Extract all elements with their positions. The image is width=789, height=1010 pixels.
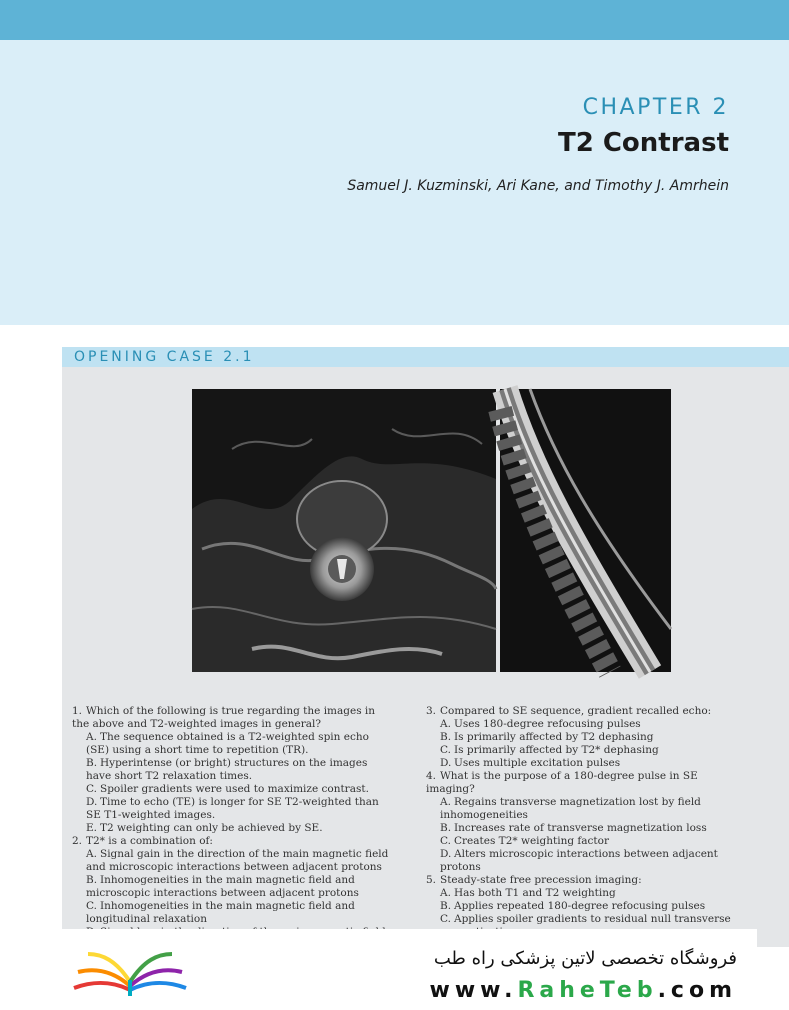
question-1-option-c: C. Spoiler gradients were used to maximize contrast.: [86, 783, 369, 795]
questions-section: [72, 705, 748, 929]
store-url[interactable]: www.RaheTeb.com: [429, 978, 737, 1003]
questions-left-column: [72, 705, 394, 929]
question-3-option-d: D. Uses multiple excitation pulses: [440, 757, 621, 769]
question-2-option-b: B. Inhomogeneities in the main magnetic field and microscopic interactions between adjacent protons: [86, 874, 359, 899]
question-5-option-b: B. Applies repeated 180-degree refocusing pulses: [440, 900, 706, 912]
question-1-option-e: E. T2 weighting can only be achieved by SE.: [86, 822, 323, 834]
chapter-label: CHAPTER 2: [582, 95, 729, 120]
question-3: 3. Compared to SE sequence, gradient recalled echo:: [426, 705, 712, 717]
question-5: 5. Steady-state free precession imaging:: [426, 874, 642, 886]
question-3-option-b: B. Is primarily affected by T2 dephasing: [440, 731, 654, 743]
question-3-option-c: C. Is primarily affected by T2* dephasing: [440, 744, 659, 756]
chapter-title: T2 Contrast: [557, 128, 729, 158]
question-4-option-b: B. Increases rate of transverse magnetization loss: [440, 822, 707, 834]
question-1: 1. Which of the following is true regarding the images in the above and T2-weighted images in general?: [72, 705, 376, 730]
question-2: 2. T2* is a combination of:: [72, 835, 213, 847]
questions-right-column: [426, 705, 748, 929]
question-3-option-a: A. Uses 180-degree refocusing pulses: [440, 718, 641, 730]
question-4: 4. What is the purpose of a 180-degree pulse in SE imaging?: [426, 770, 698, 795]
question-5-option-c: C. Applies spoiler gradients to residual null transverse: [440, 913, 731, 925]
question-1-option-b: B. Hyperintense (or bright) structures on the images have short T2 relaxation times.: [86, 757, 368, 782]
question-2-option-c: C. Inhomogeneities in the main magnetic field and longitudinal relaxation: [86, 900, 355, 925]
question-4-option-c: C. Creates T2* weighting factor: [440, 835, 609, 847]
axial-mri-image: [192, 389, 496, 672]
question-4-option-a: A. Regains transverse magnetization lost by field inhomogeneities: [440, 796, 701, 821]
question-1-option-d: D. Time to echo (TE) is longer for SE T2-weighted than SE T1-weighted images.: [86, 796, 379, 821]
question-1-option-a: A. The sequence obtained is a T2-weighted spin echo (SE) using a short time to repetition (TR).: [86, 731, 369, 756]
question-5-option-a: A. Has both T1 and T2 weighting: [440, 887, 616, 899]
store-name-persian: فروشگاه تخصصی لاتین پزشکی راه طب: [433, 948, 737, 969]
open-book-logo-icon: [70, 940, 190, 1000]
question-2-option-a: A. Signal gain in the direction of the main magnetic field and microscopic interactions between adjacent protons: [86, 848, 389, 873]
authors: Samuel J. Kuzminski, Ari Kane, and Timothy J. Amrhein: [347, 178, 729, 194]
opening-case-label: OPENING CASE 2.1: [62, 347, 789, 367]
sagittal-mri-image: [500, 389, 671, 672]
question-4-option-d: D. Alters microscopic interactions between adjacent protons: [440, 848, 718, 873]
top-bar: [0, 0, 789, 40]
